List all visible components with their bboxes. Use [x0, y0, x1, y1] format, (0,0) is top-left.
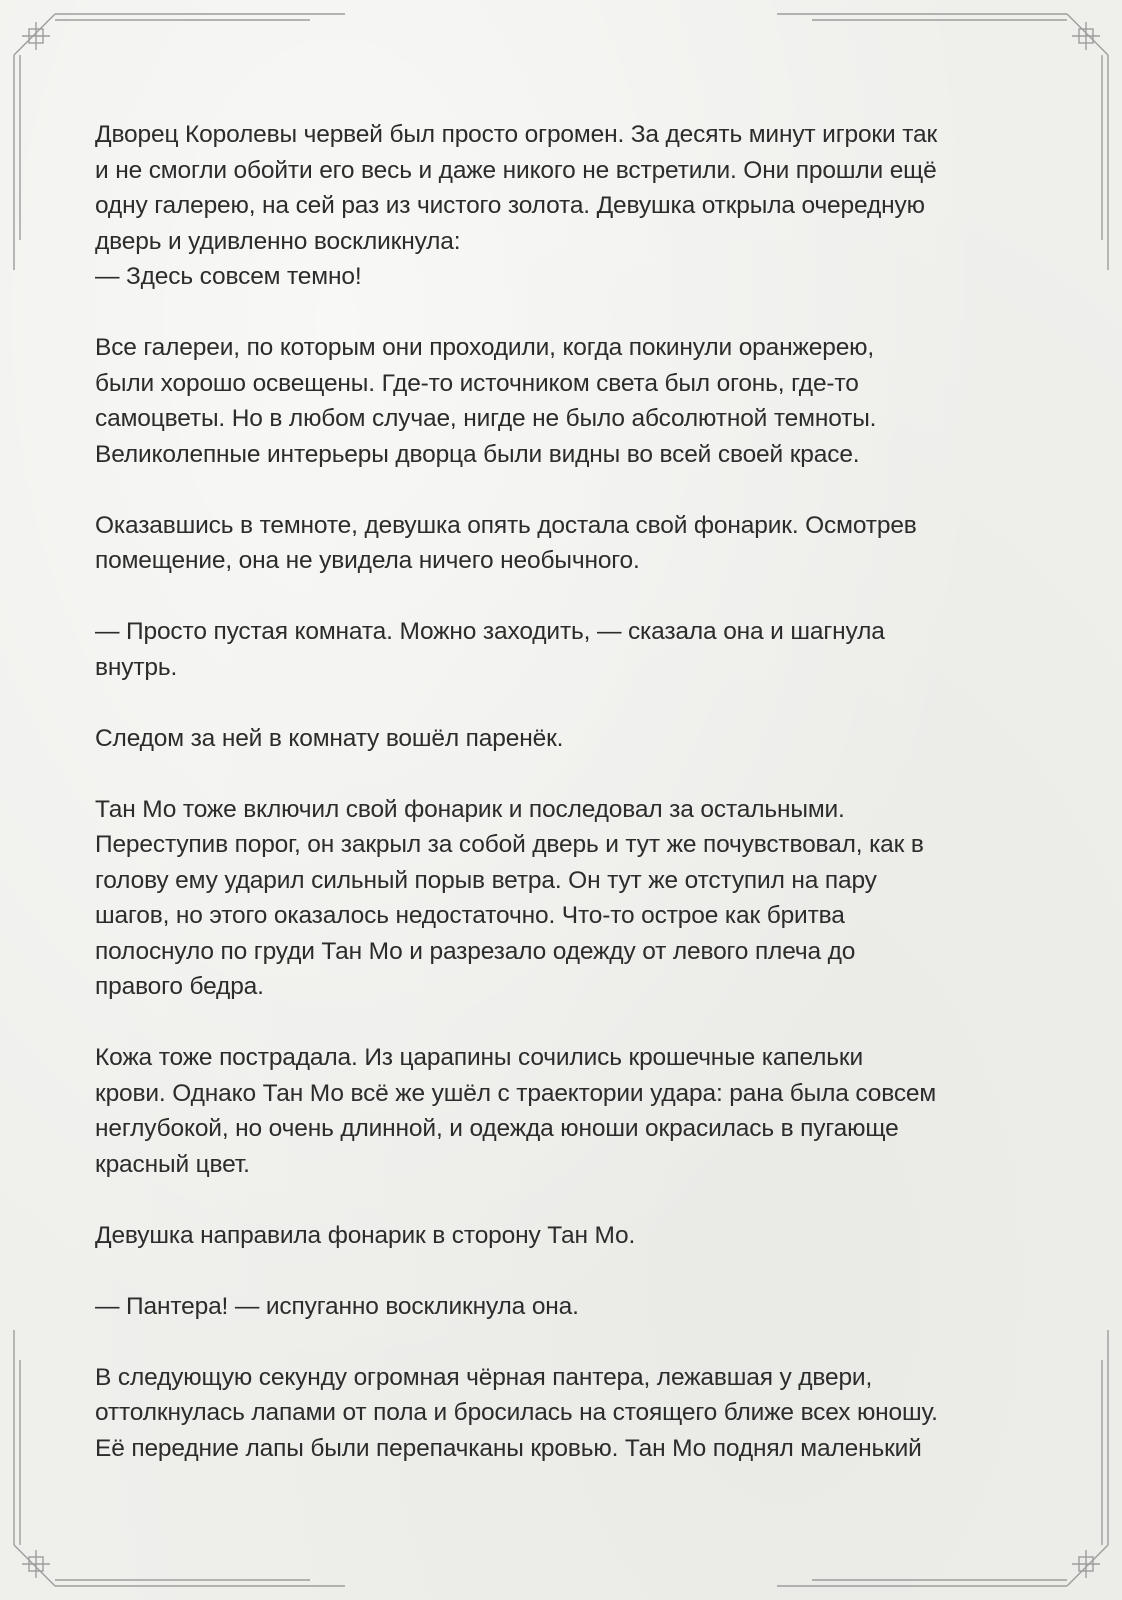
paragraph: Тан Мо тоже включил свой фонарик и последовал за остальными. Переступив порог, он закрыл за собой дверь и тут же почувствовал, как в голову ему ударил сильный порыв ветра. Он тут же отступил на пару шагов, но этого оказалось недостаточно. Что-то острое как бритва полоснуло по груди Тан Мо и разрезало одежду от левого плеча до правого бедра. [95, 795, 924, 1000]
paragraph: — Просто пустая комната. Можно заходить, — сказала она и шагнула внутрь. [95, 618, 885, 681]
paragraph: Оказавшись в темноте, девушка опять достала свой фонарик. Осмотрев помещение, она не увидела ничего необычного. [95, 511, 917, 574]
story-text [95, 117, 1035, 1466]
paragraph: В следующую секунду огромная чёрная пантера, лежавшая у двери, оттолкнулась лапами от пола и бросилась на стоящего ближе всех юношу. Её передние лапы были перепачканы кровью. Тан Мо поднял маленький [95, 1363, 938, 1462]
paragraph: Следом за ней в комнату вошёл паренёк. [95, 724, 564, 752]
paragraph: Девушка направила фонарик в сторону Тан Мо. [95, 1221, 636, 1249]
paragraph: Все галереи, по которым они проходили, когда покинули оранжерею, были хорошо освещены. Где-то источником света был огонь, где-то самоцветы. Но в любом случае, нигде не было абсолютной темноты. Великолепные интерьеры дворца были видны во всей своей красе. [95, 334, 877, 468]
paragraph: Кожа тоже пострадала. Из царапины сочились крошечные капельки крови. Однако Тан Мо всё же ушёл с траектории удара: рана была совсем неглубокой, но очень длинной, и одежда юноши окрасилась в пугающе красный цвет. [95, 1044, 937, 1178]
paragraph: Дворец Королевы червей был просто огромен. За десять минут игроки так и не смогли обойти его весь и даже никого не встретили. Они прошли ещё одну галерею, на сей раз из чистого золота. Девушка открыла очередную дверь и удивленно воскликнула: — Здесь совсем темно! [95, 121, 938, 290]
paragraph: — Пантера! — испуганно воскликнула она. [95, 1292, 579, 1320]
